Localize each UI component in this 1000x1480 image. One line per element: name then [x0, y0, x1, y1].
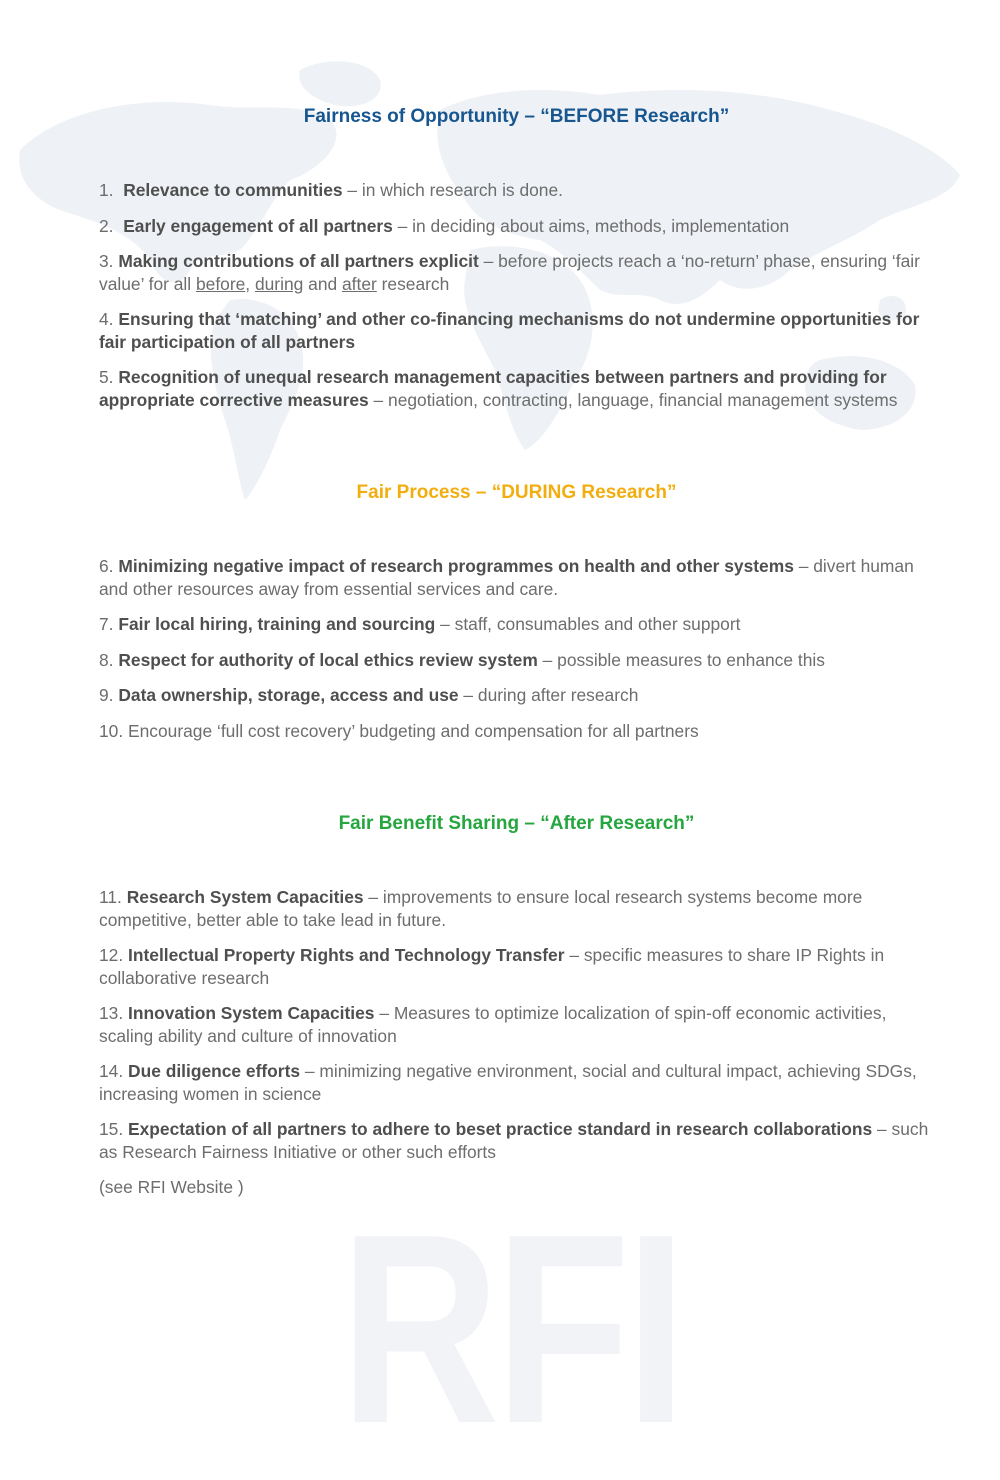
list-item: 9. Data ownership, storage, access and use – during after research: [99, 685, 639, 705]
section-title-during: Fair Process – “DURING Research”: [356, 482, 677, 503]
list-item: 3. Making contributions of all partners explicit – before projects reach a ‘no-return’ phase, ensuring ‘fair value’ for all before, during and after research: [99, 251, 920, 294]
rfi-website-note: (see RFI Website ): [99, 1177, 244, 1197]
list-item: 6. Minimizing negative impact of research programmes on health and other systems – divert human and other resources away from essential services and care.: [99, 556, 914, 599]
list-item: 15. Expectation of all partners to adhere to beset practice standard in research collaborations – such as Research Fairness Initiative or other such efforts: [99, 1119, 929, 1162]
list-item: 12. Intellectual Property Rights and Technology Transfer – specific measures to share IP Rights in collaborative research: [99, 945, 885, 988]
before-research-list: [99, 179, 934, 424]
list-item: 13. Innovation System Capacities – Measures to optimize localization of spin-off economic activities, scaling ability and culture of innovation: [99, 1003, 887, 1046]
list-item: 1. Relevance to communities – in which research is done.: [99, 180, 563, 200]
list-item: 11. Research System Capacities – improvements to ensure local research systems become more competitive, better able to take lead in future.: [99, 887, 863, 930]
after-research-list: [99, 886, 934, 1176]
list-item: 10. Encourage ‘full cost recovery’ budgeting and compensation for all partners: [99, 720, 699, 741]
list-item: 4. Ensuring that ‘matching’ and other co-financing mechanisms do not undermine opportunities for fair participation of all partners: [99, 309, 920, 352]
list-item: 2. Early engagement of all partners – in deciding about aims, methods, implementation: [99, 215, 790, 236]
list-item: 14. Due diligence efforts – minimizing negative environment, social and cultural impact, achieving SDGs, increasing women in science: [99, 1061, 917, 1104]
section-title-before: Fairness of Opportunity – “BEFORE Research”: [303, 106, 730, 127]
list-item: 7. Fair local hiring, training and sourcing – staff, consumables and other support: [99, 614, 741, 634]
list-item: 5. Recognition of unequal research management capacities between partners and providing for appropriate corrective measures – negotiation, contracting, language, financial management systems: [99, 367, 898, 410]
list-item: 8. Respect for authority of local ethics review system – possible measures to enhance this: [99, 649, 825, 670]
rfi-watermark: RFI: [340, 1179, 682, 1480]
section-title-after: Fair Benefit Sharing – “After Research”: [338, 813, 695, 834]
during-research-list: [99, 555, 934, 755]
